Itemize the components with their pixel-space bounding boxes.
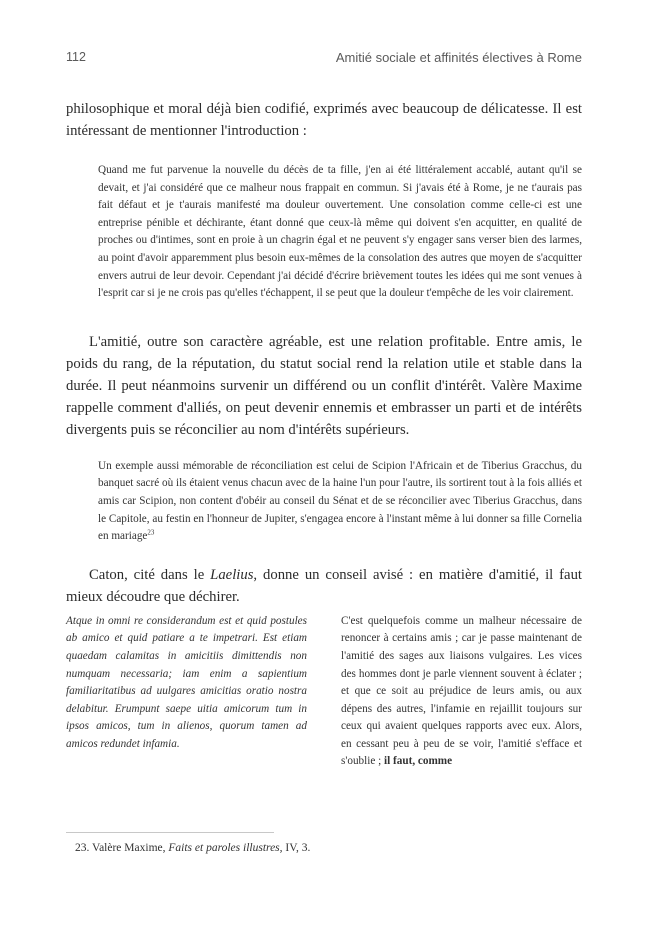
footnote [75,842,310,854]
paragraph-3-start: Caton, cité dans le [89,566,211,583]
french-bold-text: il faut, comme [384,755,453,768]
paragraph-3-end: , donne un conseil avisé : en matière d'amitié, il faut mieux découdre que déchirer. [66,566,582,605]
footnote-author: Valère Maxime, [92,842,166,854]
running-title: Amitié sociale et affinités électives à Rome [335,50,582,65]
footnote-ref: 23 [147,528,155,537]
paragraph-3 [66,564,582,608]
french-text: C'est quelquefois comme un malheur nécessaire de renoncer à certains amis ; car je passe maintenant de l'amitié des sages aux liaisons vulgaires. Les vices des hommes dont je parle viennent souvent à éclater ; et que ce soit au préjudice de leurs amis, ou aux dépens des autres, l'infamie en rejaillit toujours sur ceux qui avaient quelques rapports avec eux. Alors, en cessant peu à peu de se voir, l'amitié s'efface et s'oublie ; [341,614,582,768]
page-number: 112 [66,50,86,64]
paragraph-2: L'amitié, outre son caractère agréable, est une relation profitable. Entre amis, le poids du rang, de la réputation, du statut social rend la relation utile et stable dans la durée. Il peut néanmoins survenir un différend ou un conflit d'intérêt. Valère Maxime rappelle comment d'alliés, on peut devenir ennemis et embrasser un parti et de intérêts divergents puis se réconcilier au nom d'intérêts supérieurs. [66,333,582,438]
parallel-text [66,613,582,771]
footnote-rule [66,832,274,833]
latin-column: Atque in omni re considerandum est et quid postules ab amico et quid patiare a te impetrari. Est etiam quaedam calamitas in amicitiis dimittendis non numquam necessaria; iam enim a sapientium familiaritatibus ad uulgares amicitias oratio nostra delabitur. Erumpunt saepe uitia amicorum tum in ipsos amicos, tum in alienos, quorum tamen ad amicos redundet infamia. [66,614,307,750]
block-quote-2 [98,458,582,546]
work-title-laelius: Laelius [210,566,254,583]
block-quote-1: Quand me fut parvenue la nouvelle du décès de ta fille, j'en ai été littéralement accablé, autant qu'il se devait, et j'ai considéré que ce malheur nous frappait en commun. Si j'avais été à Rome, je ne t'aurais pas fait défaut et je t'aurais manifesté ma douleur ouvertement. Une consolation comme celle-ci est une entreprise pénible et déchirante, étant donné que ceux-là même qui doivent s'en acquitter, en qualité de proches ou d'intimes, sont en proie à un chagrin égal et ne peuvent s'y engager sans verser bien des larmes, au point d'avoir apparemment plus besoin eux-mêmes de la consolation des autres que moyen de s'acquitter envers autrui de leur devoir. Cependant j'ai décidé d'écrire brièvement toutes les idées qui me sont venues à l'esprit car si je ne crois pas qu'elles t'échappent, il se peut que la douleur t'empêche de les voir clairement. [98,164,582,300]
paragraph-1: philosophique et moral déjà bien codifié, exprimés avec beaucoup de délicatesse. Il est intéressant de mentionner l'introduction : [66,101,582,139]
running-header [66,50,582,70]
french-column [341,613,582,771]
footnote-work: Faits et paroles illustres, [168,842,283,854]
block-quote-2-text: Un exemple aussi mémorable de réconciliation est celui de Scipion l'Africain et de Tiberius Gracchus, du banquet sacré où ils étaient venus chacun avec de la haine l'un pour l'autre, ils sortirent tout à la fois alliés et amis car Scipion, non content d'obéir au conseil du Sénat et de se réconcilier avec Tiberius Gracchus, dans le Capitole, au festin en l'honneur de Jupiter, s'engagea encore à l'instant même à lui donner sa fille Cornelia en mariage [98,459,583,543]
footnote-ref-text: IV, 3. [285,842,311,854]
footnote-number: 23. [75,842,90,854]
main-text [66,98,582,771]
